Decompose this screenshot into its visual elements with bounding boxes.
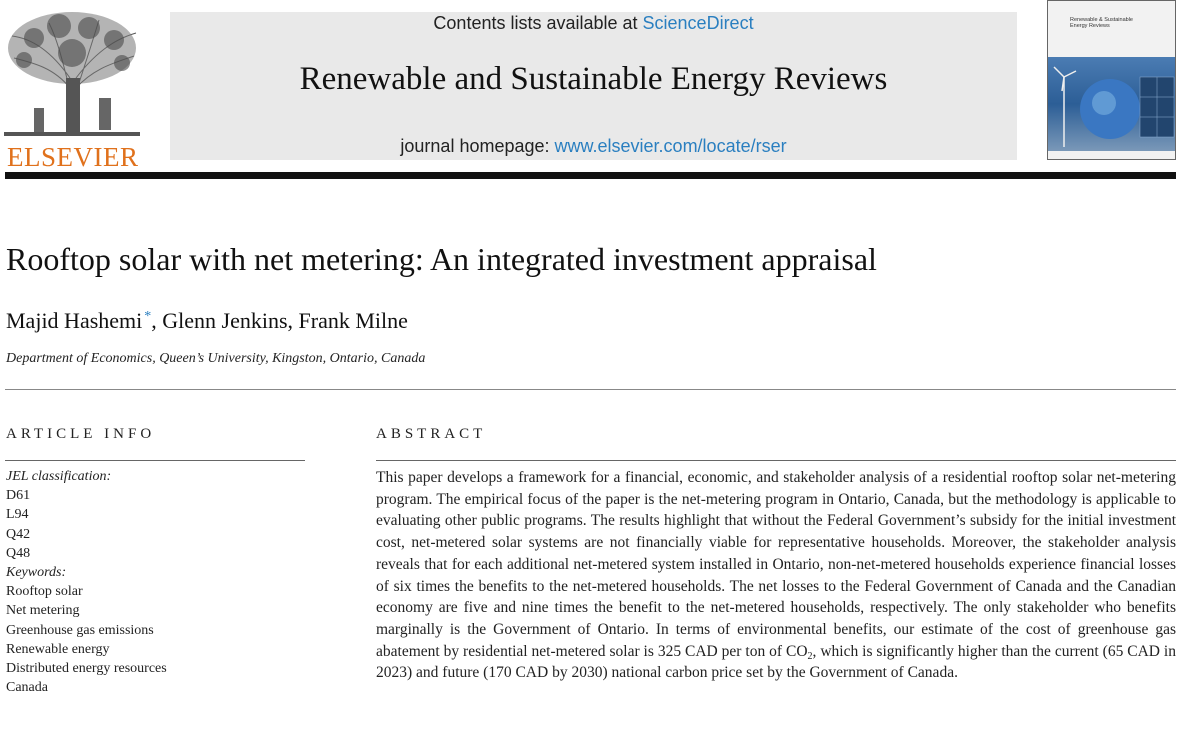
cover-image bbox=[1048, 57, 1175, 151]
homepage-prefix: journal homepage: bbox=[400, 136, 555, 156]
journal-banner bbox=[170, 12, 1017, 160]
keyword: Distributed energy resources bbox=[6, 661, 167, 677]
contents-line bbox=[170, 13, 1017, 34]
earth-wind-solar-icon bbox=[1048, 57, 1176, 151]
author-list: Majid Hashemi *, Glenn Jenkins, Frank Milne bbox=[6, 308, 408, 333]
keyword: Greenhouse gas emissions bbox=[6, 622, 154, 638]
keyword: Net metering bbox=[6, 603, 80, 619]
cover-header bbox=[1048, 1, 1175, 57]
keyword: Renewable energy bbox=[6, 641, 110, 657]
journal-title[interactable]: Renewable and Sustainable Energy Reviews bbox=[299, 61, 888, 97]
corresponding-author-mark[interactable]: * bbox=[144, 308, 152, 324]
title-divider bbox=[5, 389, 1176, 390]
keywords-label: Keywords: bbox=[6, 565, 67, 581]
elsevier-tree-icon bbox=[4, 8, 140, 136]
abstract-text-end: , which is significantly higher than the current (65 CAD in 2023) and future (170 CAD by 2030) national carbon price set by the Government of Canada. bbox=[376, 642, 1176, 682]
article-info-heading: ARTICLE INFO bbox=[6, 426, 156, 442]
affiliation: Department of Economics, Queen’s University, Kingston, Ontario, Canada bbox=[6, 351, 426, 366]
author-name[interactable]: Frank Milne bbox=[298, 308, 408, 333]
journal-homepage-link[interactable]: www.elsevier.com/locate/rser bbox=[554, 136, 787, 156]
abstract-heading: ABSTRACT bbox=[376, 426, 487, 442]
jel-code: L94 bbox=[6, 507, 29, 523]
journal-cover-thumbnail[interactable] bbox=[1047, 0, 1176, 160]
cover-footer bbox=[1048, 151, 1175, 160]
abstract-text: This paper develops a framework for a financial, economic, and stakeholder analysis of a residential rooftop solar net-metering program. The empirical focus of the paper is the net-metering program in Ontario, Canada, but the methodology is applicable to evaluating other public programs. The results highlight that without the Federal Government’s subsidy for the initial investment cost, net-metered solar systems are not financially viable for representative households. Moreover, the stakeholder analysis reveals that for each additional net-metered system installed in Ontario, non-net-metered households experience financial losses of six times the benefits to the net-metered households. The net losses to the Federal Government of Canada and the Canadian economy are five and nine times the benefit to the net-metered households, respectively. The only stakeholder who benefits marginally is the Government of Ontario. In terms of environmental benefits, our estimate of the cost of greenhouse gas abatement by residential net-metered solar is 325 CAD per ton of CO bbox=[376, 469, 1176, 660]
homepage-line bbox=[170, 136, 1017, 157]
publisher-wordmark: ELSEVIER bbox=[7, 142, 139, 172]
author-name[interactable]: Majid Hashemi bbox=[6, 308, 143, 333]
author-name[interactable]: Glenn Jenkins bbox=[162, 308, 288, 333]
jel-code: Q48 bbox=[6, 545, 31, 561]
elsevier-logo[interactable] bbox=[4, 8, 140, 172]
jel-code: D61 bbox=[6, 488, 31, 504]
abstract-divider bbox=[376, 460, 1176, 461]
sciencedirect-link[interactable]: ScienceDirect bbox=[642, 13, 754, 33]
keyword: Rooftop solar bbox=[6, 584, 83, 600]
jel-label: JEL classification: bbox=[6, 469, 112, 484]
co2-subscript: 2 bbox=[807, 650, 813, 662]
article-info-divider bbox=[5, 460, 305, 461]
cover-title: Renewable & Sustainable Energy Reviews bbox=[1070, 17, 1133, 29]
keyword: Canada bbox=[6, 680, 48, 696]
article-info-list bbox=[6, 467, 167, 697]
header-divider bbox=[5, 172, 1176, 179]
abstract-body bbox=[376, 467, 1176, 684]
jel-code: Q42 bbox=[6, 526, 31, 542]
contents-prefix: Contents lists available at bbox=[433, 13, 643, 33]
article-title: Rooftop solar with net metering: An integrated investment appraisal bbox=[6, 241, 877, 277]
